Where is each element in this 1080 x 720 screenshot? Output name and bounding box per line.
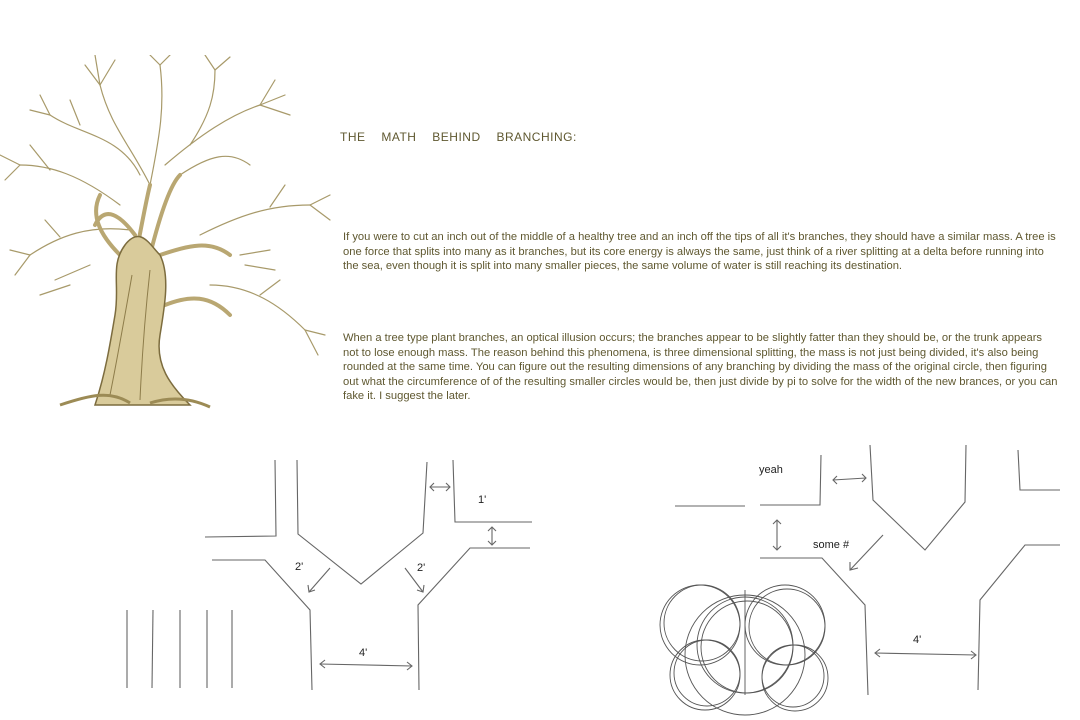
page-title: THE MATH BEHIND BRANCHING: (340, 130, 577, 144)
branching-sketches (0, 440, 1080, 720)
label-right-trunk-width: 4' (913, 634, 922, 646)
paragraph-optical-illusion: When a tree type plant branches, an optical illusion occurs; the branches appear to be slightly fatter than they should be, or the trunk appears not to lose enough mass. The reason behind this phenomena, is three dimensional splitting, the mass is not just being divided, it's also being rounded at the same time. You can figure out the resulting dimensions of any branching by dividing the mass of the original circle, then figuring out what the circumference of of the resulting smaller circles would be, then just divide by pi to solve for the width of the new brances, or you can fake it. I suggest the later. (343, 332, 1058, 403)
label-left-branch: 2' (295, 561, 304, 573)
left-branch-diagram (127, 460, 532, 690)
label-trunk-width: 4' (359, 647, 368, 659)
right-branch-diagram (660, 445, 1060, 715)
label-right-branch: 2' (417, 562, 426, 574)
tree-illustration (0, 55, 335, 415)
label-yeah: yeah (759, 464, 783, 476)
label-some-number: some # (813, 539, 850, 551)
paragraph-mass: If you were to cut an inch out of the middle of a healthy tree and an inch off the tips of all it's branches, they should have a similar mass. A tree is one force that splits into many as it branches, but its core energy is always the same, just think of a river splitting at a delta before running into the sea, even though it is split into many smaller pieces, the same volume of water is still reaching its destination. (343, 231, 1056, 273)
label-branch-width: 1' (478, 494, 487, 506)
